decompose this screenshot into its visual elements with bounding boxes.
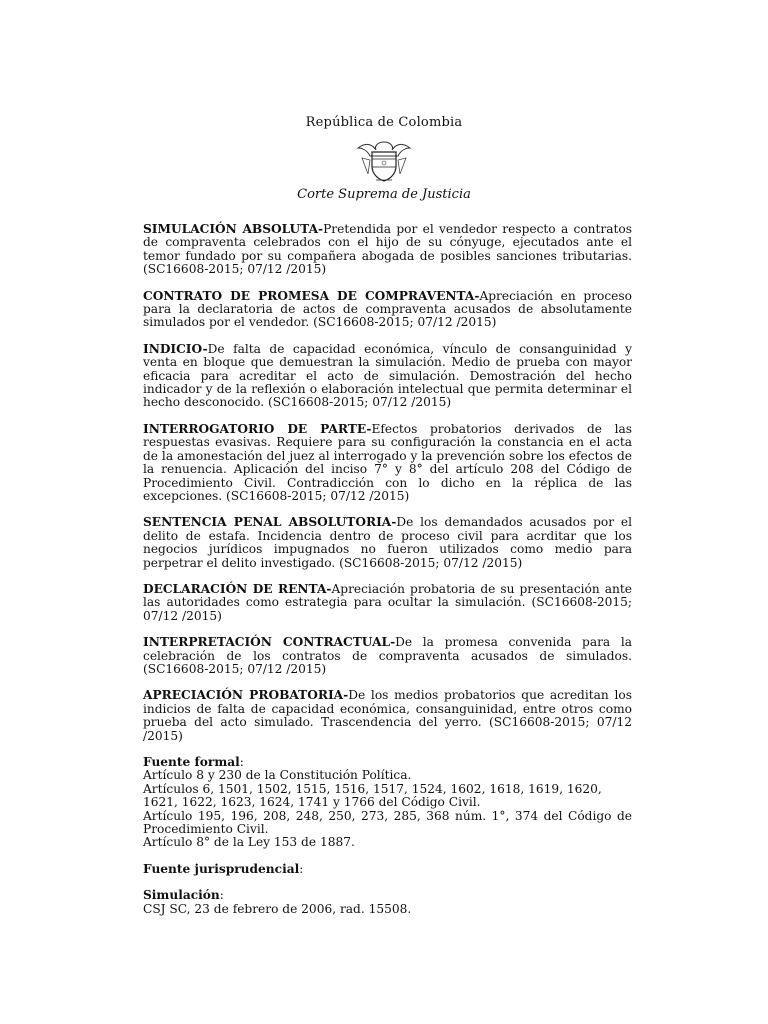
entry-term: INDICIO-: [143, 341, 208, 356]
simulacion-section: [143, 889, 632, 916]
section-title-colon: :: [219, 888, 224, 903]
entry-text: De los demandados acusados por el delito de estafa. Incidencia dentro de proceso civil para acrditar que los negocios jurídicos impugnados no fueron utilizados como medio para perpetrar el delito investigado. (SC16608-2015; 07/12 /2015): [143, 515, 632, 570]
republic-heading: República de Colombia: [305, 115, 463, 130]
entry-term: INTERPRETACIÓN CONTRACTUAL-: [143, 635, 396, 650]
fuente-formal-section: [143, 756, 632, 850]
entry-term: CONTRATO DE PROMESA DE COMPRAVENTA-: [143, 288, 480, 303]
entry-text: Pretendida por el vendedor respecto a contratos de compraventa celebrados con el hijo de su cónyuge, ejecutados ante el temor fundado por su compañera abogada de posibles sanciones tributarias. (SC16608-2015; 07/12 /2015): [143, 222, 633, 277]
entry-term: DECLARACIÓN DE RENTA-: [143, 581, 332, 596]
entry-declaracion-renta: [143, 583, 632, 623]
source-line: Artículo 8 y 230 de la Constitución Política.: [143, 768, 412, 783]
section-title-text: Simulación: [143, 888, 220, 903]
source-line: CSJ SC, 23 de febrero de 2006, rad. 15508.: [143, 901, 412, 916]
source-line: Artículos 6, 1501, 1502, 1515, 1516, 1517, 1524, 1602, 1618, 1619, 1620, 1621, 1622, 1623, 1624, 1741 y 1766 del Código Civil.: [143, 781, 602, 810]
entry-term: SIMULACIÓN ABSOLUTA-: [143, 222, 324, 236]
section-title-colon: :: [239, 755, 244, 769]
entry-simulacion-absoluta: [143, 223, 632, 277]
section-title-text: Fuente jurisprudencial: [143, 861, 300, 876]
entry-text: Apreciación en proceso para la declaratoria de actos de compraventa acusados de absolutamente simulados por el vendedor. (SC16608-2015; 07/12 /2015): [143, 288, 632, 330]
entry-apreciacion-probatoria: [143, 689, 632, 743]
entry-indicio: [143, 343, 632, 410]
entry-text: De la promesa convenida para la celebración de los contratos de compraventa acusados de simulados. (SC16608-2015; 07/12 /2015): [143, 635, 632, 676]
entry-sentencia-penal: [143, 516, 632, 570]
entry-interpretacion-contractual: [143, 636, 632, 676]
entry-text: Efectos probatorios derivados de las respuestas evasivas. Requiere para su configuración la constancia en el acta de la amonestación del juez al interrogado y la prevención sobre los efectos de la renuencia. Aplicación del inciso 7° y 8° del artículo 208 del Código de Procedimiento Civil. Contradicción con lo dicho en la réplica de las excepciones. (SC16608-2015; 07/12 /2015): [143, 421, 632, 503]
section-title: [143, 889, 632, 902]
source-line: Artículo 195, 196, 208, 248, 250, 273, 285, 368 núm. 1°, 374 del Código de Procedimiento Civil.: [143, 808, 632, 837]
section-title: [143, 863, 632, 876]
entry-interrogatorio: [143, 423, 632, 503]
section-title: [143, 756, 632, 769]
section-title-text: Fuente formal: [143, 755, 240, 769]
entry-term: INTERROGATORIO DE PARTE-: [143, 421, 372, 436]
source-line: Artículo 8° de la Ley 153 de 1887.: [143, 835, 355, 850]
entry-text: Apreciación probatoria de su presentación ante las autoridades como estrategia para ocultar la simulación. (SC16608-2015; 07/12 /2015): [143, 581, 632, 623]
fuente-jurisprudencial-section: [143, 863, 632, 876]
entry-text: De falta de capacidad económica, vínculo de consanguinidad y venta en bloque que demuestran la simulación. Medio de prueba con mayor eficacia para acreditar el acto de simulación. Demostración del hecho indicador y de la reflexión o elaboración intelectual que permita determinar el hecho desconocido. (SC16608-2015; 07/12 /2015): [143, 341, 632, 410]
document-body: [143, 223, 632, 929]
court-name: Corte Suprema de Justicia: [297, 187, 471, 202]
entry-term: APRECIACIÓN PROBATORIA-: [143, 688, 349, 703]
entry-text: De los medios probatorios que acreditan los indicios de falta de capacidad económica, consanguinidad, entre otros como prueba del acto simulado. Trascendencia del yerro. (SC16608-2015; 07/12 /2015): [143, 688, 632, 743]
section-title-colon: :: [299, 861, 304, 876]
entry-term: SENTENCIA PENAL ABSOLUTORIA-: [143, 515, 397, 530]
document-header: [0, 115, 768, 202]
coat-of-arms-icon: [354, 134, 414, 184]
entry-contrato-promesa: [143, 290, 632, 330]
